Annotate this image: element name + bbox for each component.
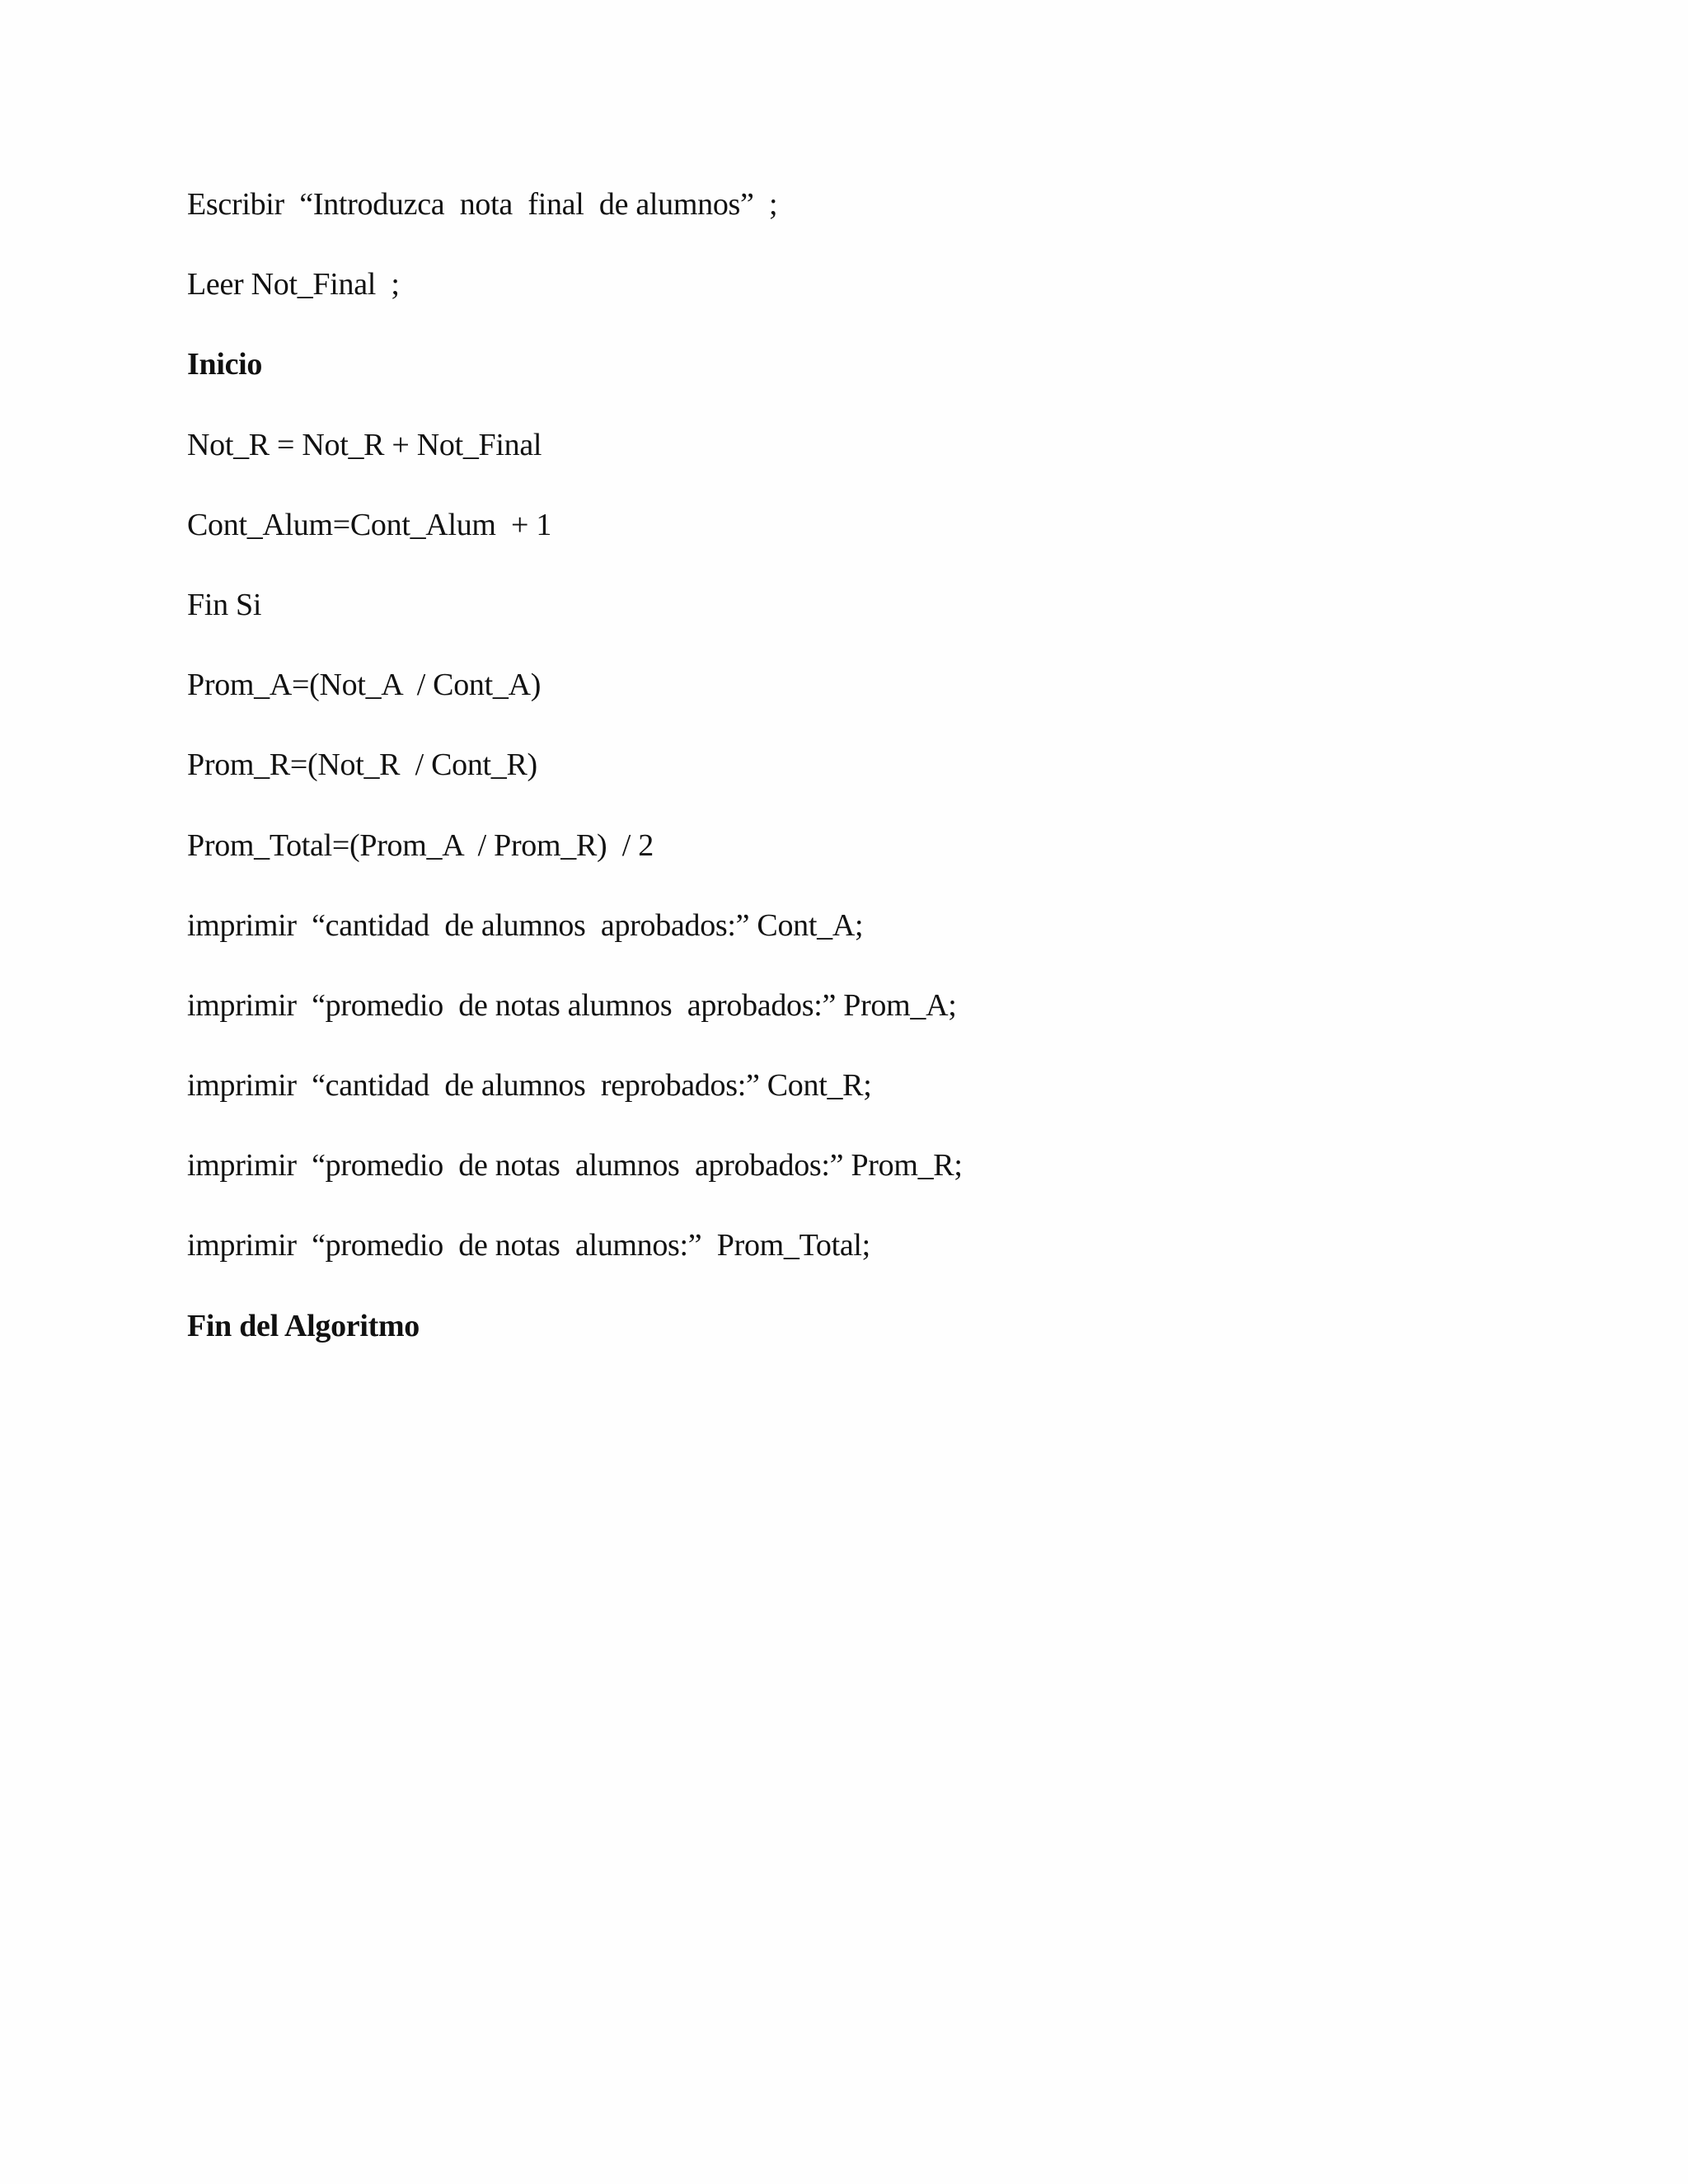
code-line-escribir: Escribir “Introduzca nota final de alumnos” ; xyxy=(187,187,778,222)
code-line-print-prom-total: imprimir “promedio de notas alumnos:” Prom_Total; xyxy=(187,1228,870,1263)
code-line-leer: Leer Not_Final ; xyxy=(187,267,400,302)
code-line-prom-a: Prom_A=(Not_A / Cont_A) xyxy=(187,668,542,703)
code-line-prom-total: Prom_Total=(Prom_A / Prom_R) / 2 xyxy=(187,827,654,863)
keyword-fin-del-algoritmo: Fin del Algoritmo xyxy=(187,1308,420,1343)
code-line-prom-r: Prom_R=(Not_R / Cont_R) xyxy=(187,748,537,783)
code-line-print-cont-r: imprimir “cantidad de alumnos reprobados:” Cont_R; xyxy=(187,1068,872,1104)
code-line-cont-alum: Cont_Alum=Cont_Alum + 1 xyxy=(187,507,552,542)
code-line-fin-si: Fin Si xyxy=(187,587,262,622)
code-line-print-prom-a: imprimir “promedio de notas alumnos aprobados:” Prom_A; xyxy=(187,987,957,1023)
code-line-not-r: Not_R = Not_R + Not_Final xyxy=(187,427,542,462)
code-line-print-cont-a: imprimir “cantidad de alumnos aprobados:” Cont_A; xyxy=(187,907,864,943)
algorithm-text xyxy=(187,183,1588,1385)
code-line-print-prom-r: imprimir “promedio de notas alumnos aprobados:” Prom_R; xyxy=(187,1148,963,1183)
keyword-inicio: Inicio xyxy=(187,347,263,382)
